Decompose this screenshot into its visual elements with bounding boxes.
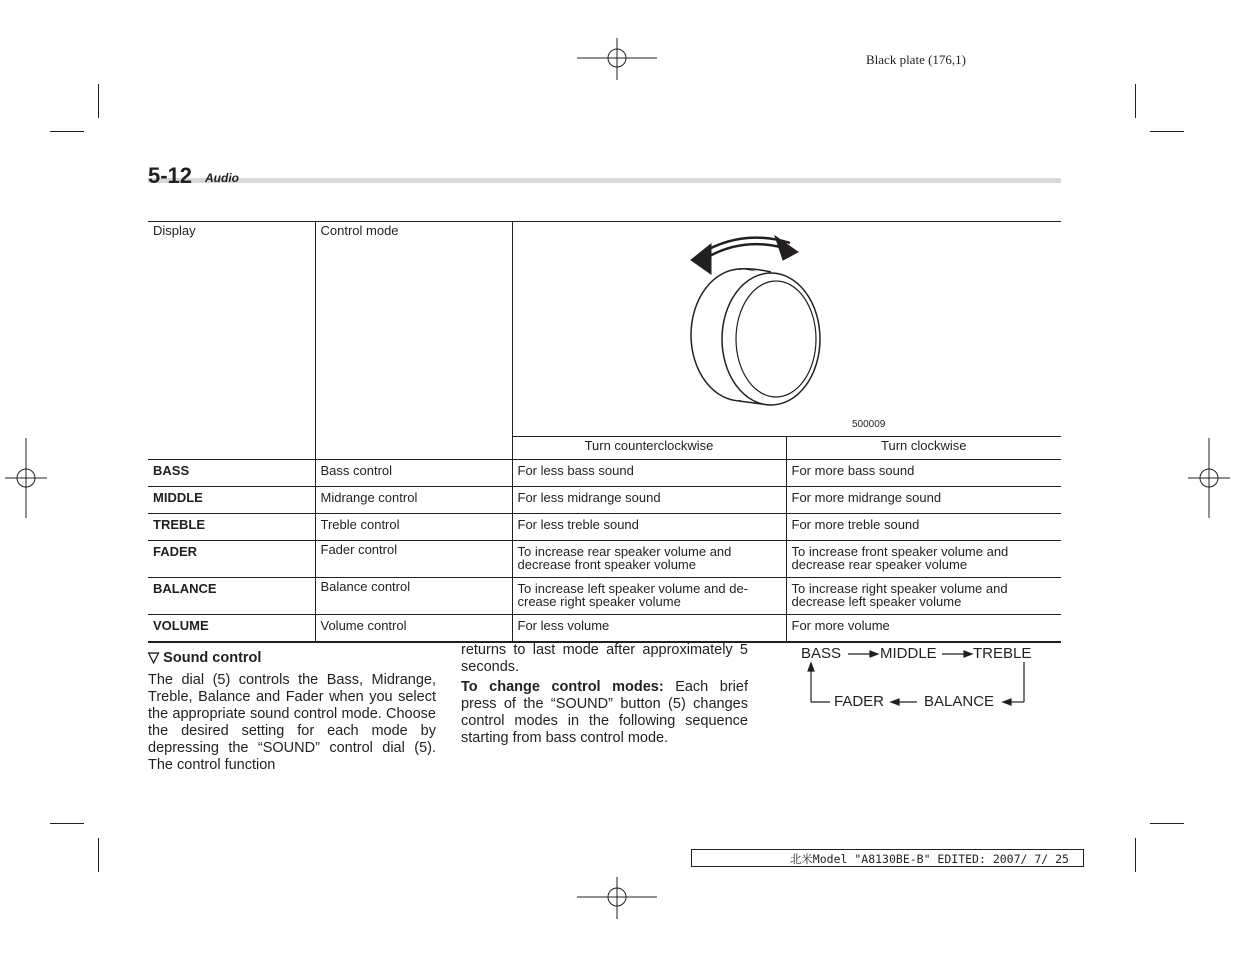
page-number: 5-12 <box>148 163 193 188</box>
mode-cell: Treble control <box>315 514 512 541</box>
seq-bass: BASS <box>801 645 842 662</box>
display-cell: VOLUME <box>148 615 315 643</box>
sound-control-table <box>148 221 1061 643</box>
header-display: Display <box>148 222 315 460</box>
seq-balance: BALANCE <box>924 693 995 710</box>
header-control-mode: Control mode <box>315 222 512 460</box>
body-paragraph: returns to last mode after approximately 5 seconds. <box>461 642 748 675</box>
table-row <box>148 615 1061 643</box>
subheader-cw: Turn clockwise <box>786 437 1061 460</box>
body-paragraph: The dial (5) controls the Bass, Midrange, Treble, Balance and Fader when you select the appropriate sound control mode. Choose the desired setting for each mode by depressing the “SOUND” control dial (5). The control function <box>148 672 436 773</box>
plate-label: Black plate (176,1) <box>866 52 966 67</box>
ccw-cell: For less bass sound <box>512 460 786 487</box>
ccw-cell: To increase left speaker volume and de-crease right speaker volume <box>512 578 786 615</box>
table-row <box>148 460 1061 487</box>
table-row <box>148 514 1061 541</box>
cw-cell: For more volume <box>786 615 1061 643</box>
mode-cell: Volume control <box>315 615 512 643</box>
sound-control-heading: ▽ Sound control <box>148 650 262 666</box>
registration-mark-icon <box>577 877 657 919</box>
cw-cell: For more treble sound <box>786 514 1061 541</box>
mode-cell: Bass control <box>315 460 512 487</box>
display-cell: BALANCE <box>148 578 315 615</box>
section-title: Audio <box>205 171 239 185</box>
display-cell: BASS <box>148 460 315 487</box>
ccw-cell: To increase rear speaker volume and decrease front speaker volume <box>512 541 786 578</box>
change-modes-text: Each brief press of the “SOUND” button (5) changes control modes in the following sequence starting from bass control mode. <box>461 679 748 746</box>
registration-mark-icon <box>1188 438 1230 518</box>
seq-fader: FADER <box>834 693 885 710</box>
ccw-cell: For less volume <box>512 615 786 643</box>
figure-id: 500009 <box>851 419 885 430</box>
cw-cell: For more bass sound <box>786 460 1061 487</box>
display-cell: MIDDLE <box>148 487 315 514</box>
cw-cell: To increase right speaker volume and decrease left speaker volume <box>786 578 1061 615</box>
sequence-arrows-icon <box>800 640 1040 715</box>
edit-info-box: 北米Model "A8130BE-B" EDITED: 2007/ 7/ 25 <box>691 849 1084 867</box>
dial-illustration-icon <box>513 222 1061 436</box>
change-modes-label: To change control modes: <box>461 679 664 695</box>
display-cell: TREBLE <box>148 514 315 541</box>
header-bar <box>148 178 1061 183</box>
subheader-ccw: Turn counterclockwise <box>512 437 786 460</box>
dial-figure <box>512 222 1061 437</box>
ccw-cell: For less midrange sound <box>512 487 786 514</box>
mode-cell: Midrange control <box>315 487 512 514</box>
body-column-2 <box>461 642 748 747</box>
registration-mark-icon <box>5 438 47 518</box>
ccw-cell: For less treble sound <box>512 514 786 541</box>
body-paragraph <box>461 679 748 747</box>
registration-mark-icon <box>577 38 657 80</box>
cw-cell: For more midrange sound <box>786 487 1061 514</box>
seq-treble: TREBLE <box>973 645 1032 662</box>
table-row <box>148 487 1061 514</box>
table-row <box>148 578 1061 615</box>
body-column-1 <box>148 650 436 774</box>
seq-middle: MIDDLE <box>880 645 937 662</box>
mode-cell: Balance control <box>315 578 512 615</box>
mode-cell: Fader control <box>315 541 512 578</box>
display-cell: FADER <box>148 541 315 578</box>
cw-cell: To increase front speaker volume and decrease rear speaker volume <box>786 541 1061 578</box>
table-row <box>148 541 1061 578</box>
table-header-row <box>148 222 1061 437</box>
